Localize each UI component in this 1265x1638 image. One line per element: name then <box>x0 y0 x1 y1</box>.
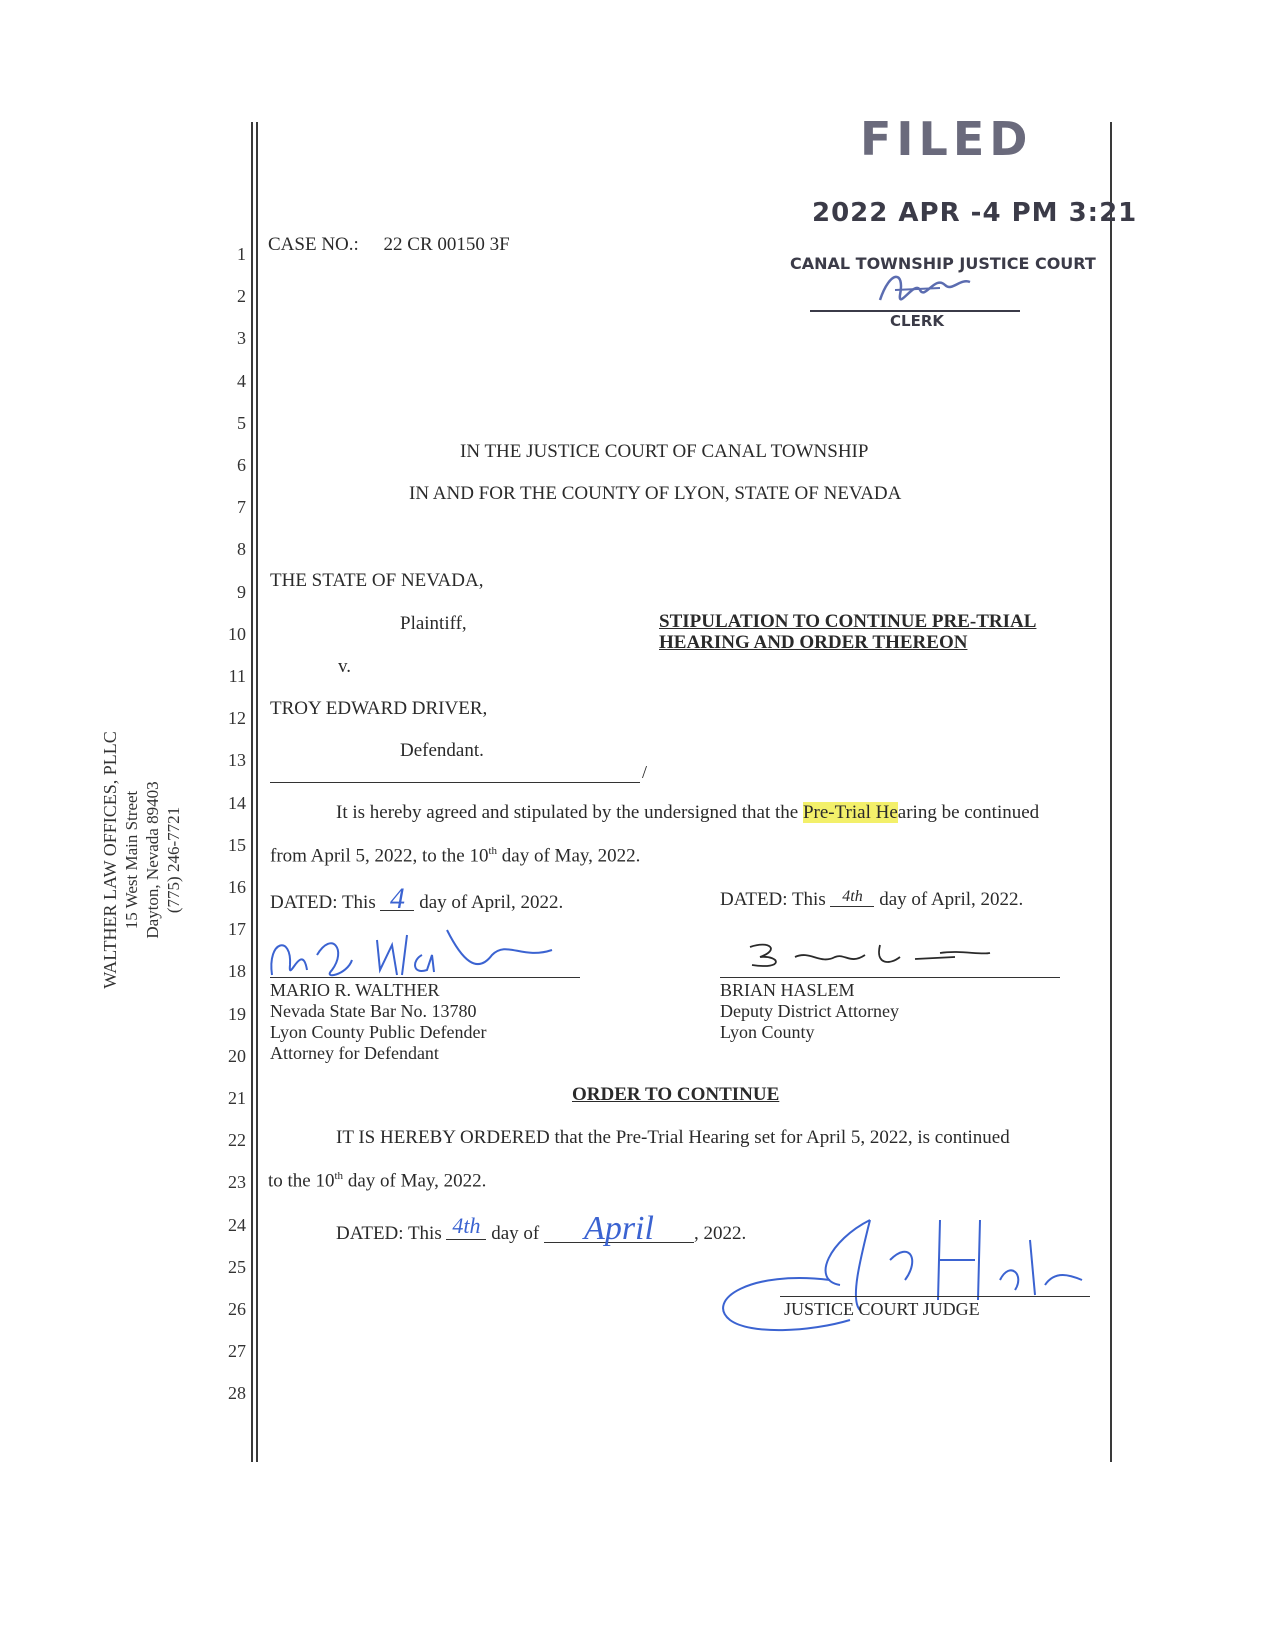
order-dated-prefix: DATED: This <box>336 1223 442 1244</box>
line-number: 4 <box>237 370 246 391</box>
dated-right <box>720 888 1023 911</box>
order-date-tail: day of May, 2022. <box>343 1170 487 1192</box>
dated-left-prefix: DATED: This <box>270 892 376 913</box>
line-number: 20 <box>228 1045 246 1066</box>
order-dated-month: April <box>544 1216 694 1243</box>
line-number: 24 <box>228 1214 246 1235</box>
order-dated-day: 4th <box>446 1213 486 1240</box>
prosecution-sig-line <box>720 977 1060 978</box>
dated-right-prefix: DATED: This <box>720 889 826 910</box>
stipulation-date-text: from April 5, 2022, to the 10 <box>270 845 489 867</box>
caption-slash: / <box>642 762 648 782</box>
line-number: 10 <box>228 623 246 644</box>
line-number: 6 <box>237 455 246 475</box>
case-number: 22 CR 00150 3F <box>383 234 510 255</box>
defense-name: MARIO R. WALTHER <box>270 980 440 1000</box>
stipulation-sup: th <box>488 845 498 857</box>
line-number: 5 <box>237 412 246 433</box>
order-heading: ORDER TO CONTINUE <box>572 1084 780 1105</box>
prosecution-county: Lyon County <box>720 1022 815 1042</box>
firm-city: Dayton, Nevada 89403 <box>143 781 162 939</box>
defense-signature-block <box>270 980 486 1064</box>
line-number: 19 <box>228 1003 246 1024</box>
plaintiff-name: THE STATE OF NEVADA, <box>270 570 484 591</box>
prosecution-title: Deputy District Attorney <box>720 1001 899 1021</box>
order-dated <box>336 1210 747 1247</box>
line-number: 21 <box>228 1088 246 1108</box>
order-date-text: to the 10 <box>268 1170 335 1192</box>
line-number: 12 <box>228 708 246 729</box>
dated-left-day: 4 <box>380 888 414 911</box>
line-number: 7 <box>237 497 246 518</box>
line-number: 13 <box>228 750 246 771</box>
defendant-role: Defendant. <box>400 740 484 761</box>
caption-line <box>270 782 640 783</box>
prosecution-signature <box>740 935 1000 980</box>
firm-name: WALTHER LAW OFFICES, PLLC <box>100 731 120 989</box>
stipulation-line-2 <box>270 845 640 867</box>
highlighted-text: Pre-Trial He <box>802 802 898 823</box>
order-line-1: IT IS HEREBY ORDERED that the Pre-Trial Hearing set for April 5, 2022, is continued <box>336 1127 1010 1148</box>
case-number-row <box>268 234 510 256</box>
line-number: 8 <box>237 539 246 560</box>
line-number: 17 <box>228 919 246 940</box>
line-number: 1 <box>237 244 246 264</box>
defense-office: Lyon County Public Defender <box>270 1022 487 1042</box>
dated-right-day: 4th <box>830 888 874 907</box>
dated-left <box>270 882 564 915</box>
defendant-name: TROY EDWARD DRIVER, <box>270 698 488 719</box>
prosecution-signature-block <box>720 980 899 1043</box>
defense-sig-line <box>270 977 580 978</box>
dated-left-suffix: day of April, 2022. <box>419 892 564 913</box>
filed-datetime: 2022 APR -4 PM 3:21 <box>812 198 1138 228</box>
firm-sidebar <box>100 700 184 1020</box>
order-dated-mid: day of <box>491 1223 540 1244</box>
stipulation-date-tail: day of May, 2022. <box>497 845 641 867</box>
court-heading-1: IN THE JUSTICE COURT OF CANAL TOWNSHIP <box>460 441 869 462</box>
line-number: 26 <box>228 1299 246 1319</box>
filed-word: FILED <box>860 112 1033 166</box>
order-sup: th <box>334 1170 344 1182</box>
firm-phone: (775) 246-7721 <box>164 806 183 914</box>
judge-sig-line <box>780 1296 1090 1297</box>
prosecution-name: BRIAN HASLEM <box>720 980 855 1000</box>
title-line-2: HEARING AND ORDER THEREON <box>659 632 968 653</box>
left-double-rule-outer <box>251 122 253 1462</box>
right-rule <box>1110 122 1112 1462</box>
line-number: 22 <box>228 1130 246 1151</box>
line-number: 14 <box>228 792 246 813</box>
order-dated-year: , 2022. <box>694 1223 747 1244</box>
filed-clerk: CLERK <box>890 312 944 330</box>
line-number: 2 <box>237 286 246 307</box>
defense-role: Attorney for Defendant <box>270 1043 439 1063</box>
order-line-2 <box>268 1170 486 1192</box>
line-number: 3 <box>237 328 246 349</box>
line-number: 23 <box>228 1172 246 1193</box>
stipulation-text-after: aring be continued <box>897 802 1040 823</box>
case-label: CASE NO.: <box>268 234 359 255</box>
stipulation-line-1 <box>336 802 1039 824</box>
line-number: 18 <box>228 961 246 982</box>
defense-bar: Nevada State Bar No. 13780 <box>270 1001 477 1021</box>
filed-stamp <box>790 112 1138 342</box>
filed-court: CANAL TOWNSHIP JUSTICE COURT <box>790 254 1096 273</box>
line-number: 9 <box>237 581 246 602</box>
line-number: 25 <box>228 1256 246 1277</box>
judge-title: JUSTICE COURT JUDGE <box>784 1299 980 1319</box>
stipulation-text-before: It is hereby agreed and stipulated by the undersigned that the <box>336 802 803 823</box>
court-heading-2: IN AND FOR THE COUNTY OF LYON, STATE OF NEVADA <box>409 483 902 504</box>
firm-street: 15 West Main Street <box>122 790 141 930</box>
line-number: 15 <box>228 834 246 855</box>
dated-right-suffix: day of April, 2022. <box>879 889 1024 910</box>
line-number: 16 <box>228 877 246 897</box>
line-number: 28 <box>228 1383 246 1404</box>
left-double-rule-inner <box>256 122 258 1462</box>
plaintiff-role: Plaintiff, <box>400 613 467 634</box>
line-number: 27 <box>228 1341 246 1362</box>
versus: v. <box>338 656 352 677</box>
line-number: 11 <box>228 666 246 686</box>
title-line-1: STIPULATION TO CONTINUE PRE-TRIAL <box>659 611 1037 632</box>
